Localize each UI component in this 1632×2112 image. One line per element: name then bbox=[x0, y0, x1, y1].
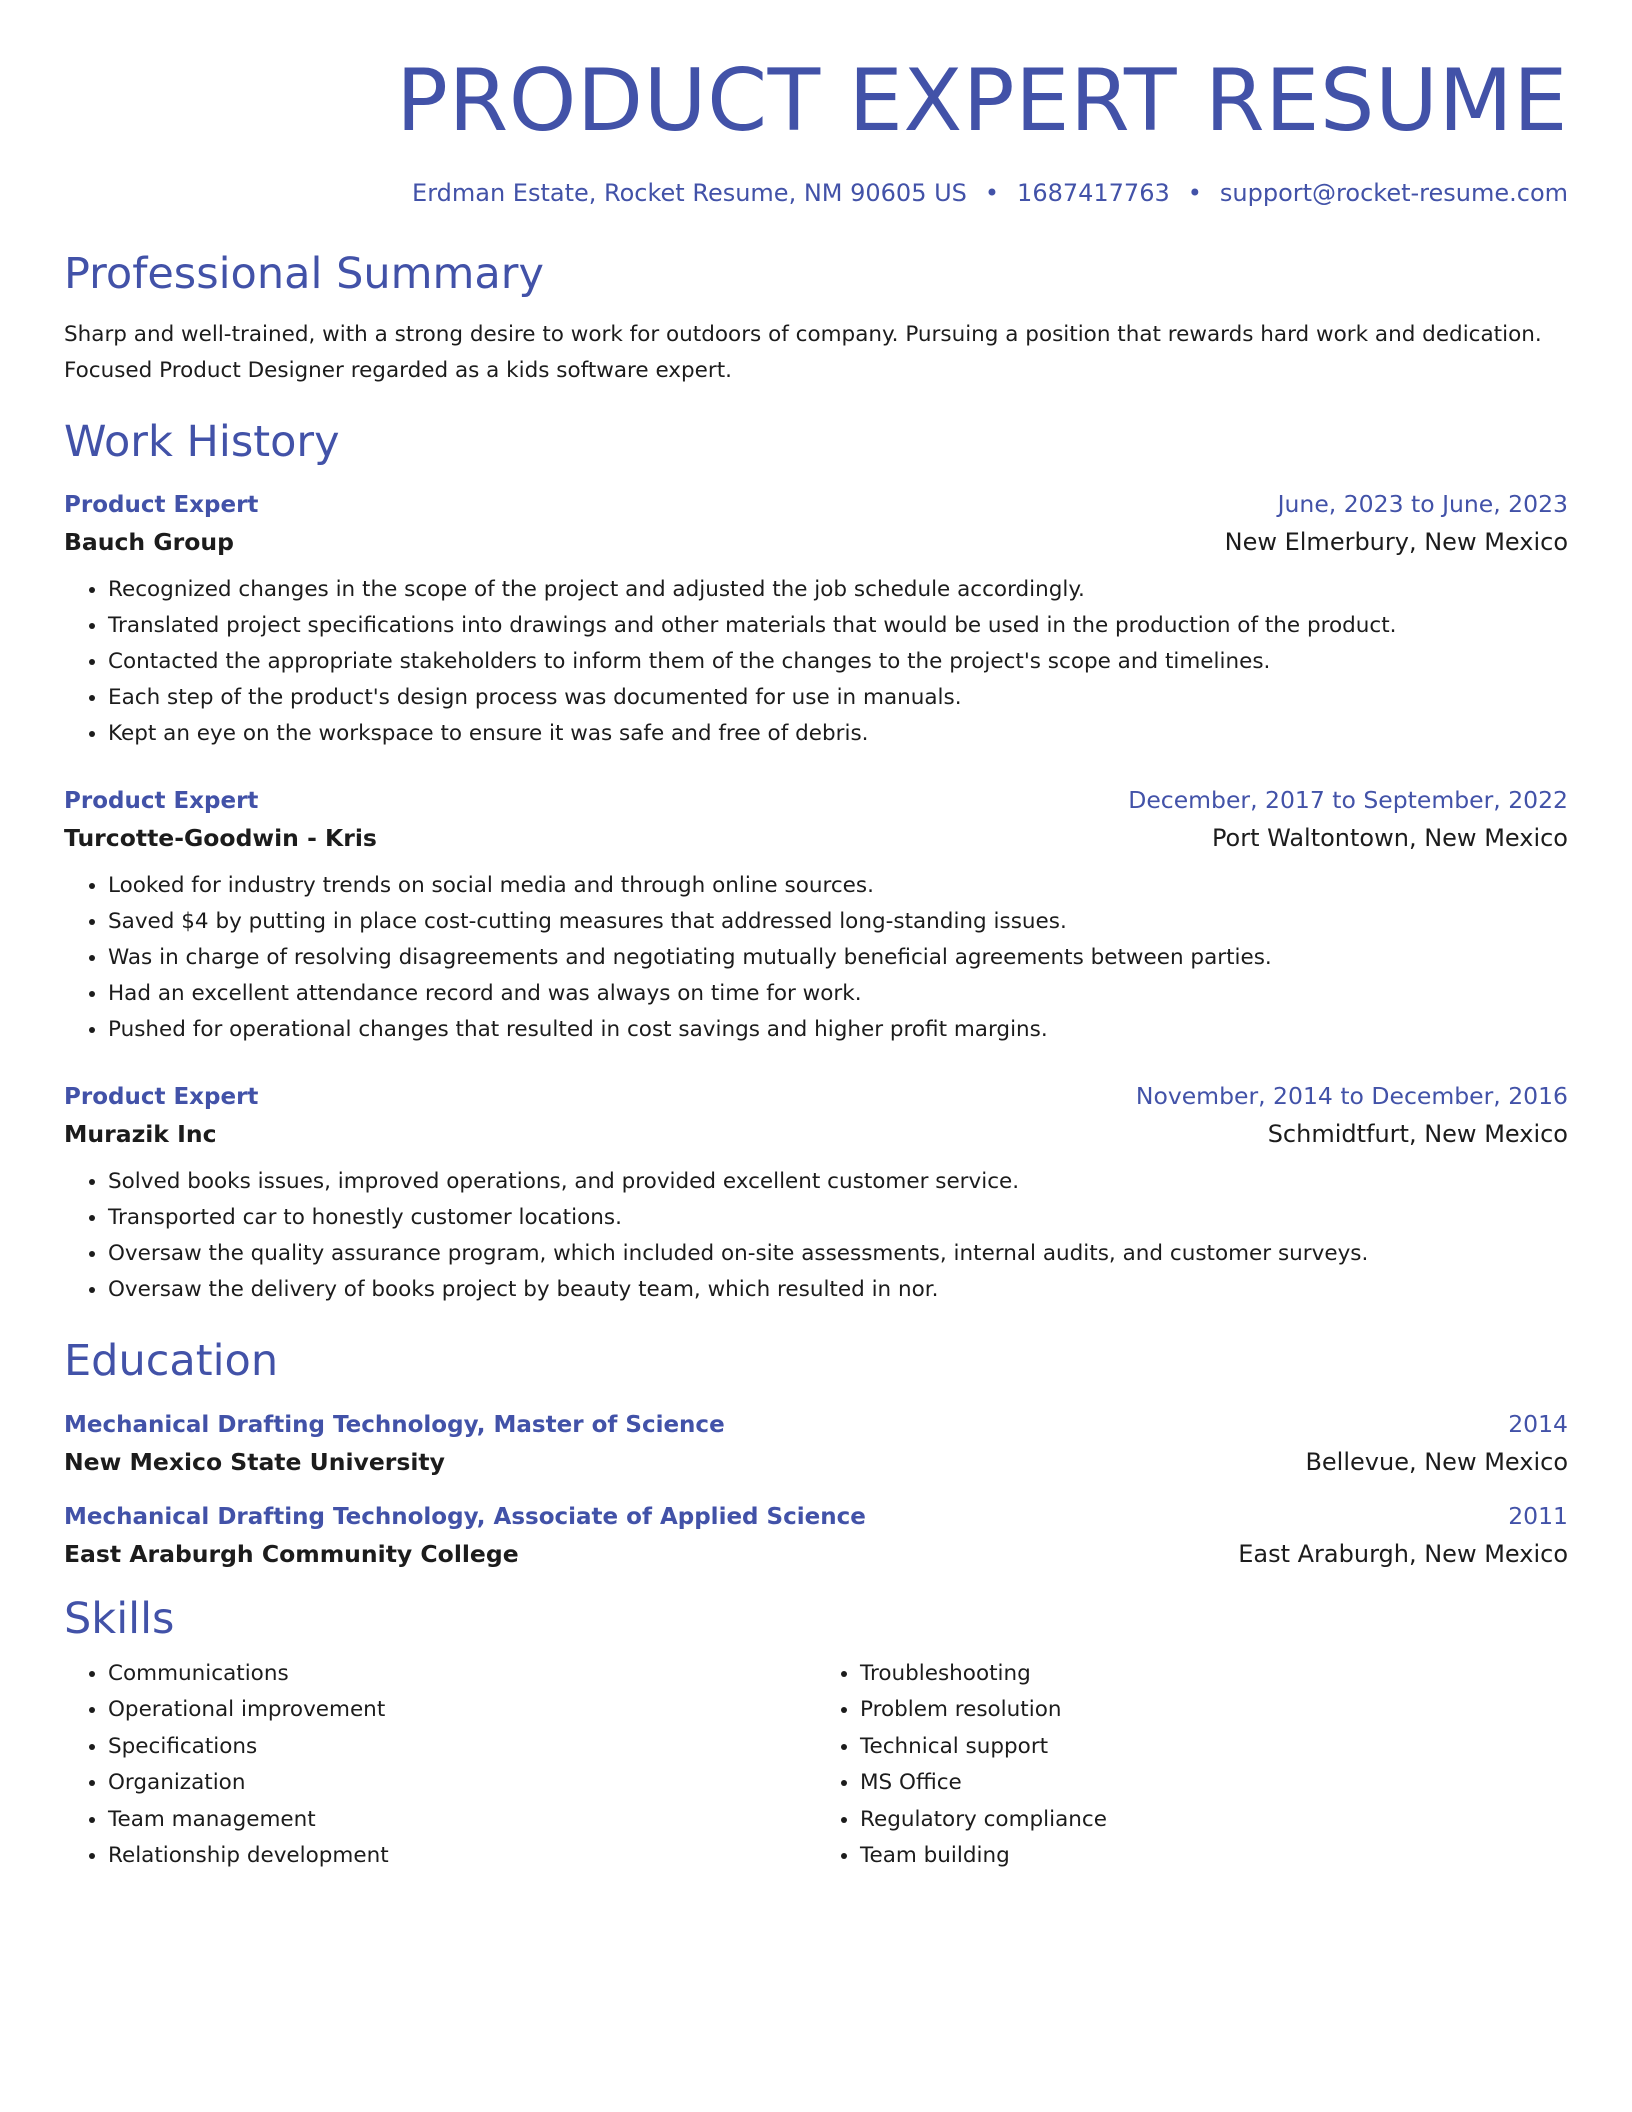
contact-email: support@rocket-resume.com bbox=[1219, 179, 1568, 208]
job-bullet: • Contacted the appropriate stakeholders to inform them of the changes to the project's scope and timelines. bbox=[108, 644, 1568, 680]
education-school: East Araburgh Community College bbox=[64, 1539, 519, 1568]
skill-item: • Team management bbox=[108, 1802, 816, 1839]
job-role: Product Expert bbox=[64, 788, 259, 815]
skills-list bbox=[64, 1656, 1568, 1875]
skill-item: • Regulatory compliance bbox=[860, 1802, 1568, 1839]
job-bullet: • Pushed for operational changes that resulted in cost savings and higher profit margins. bbox=[108, 1012, 1568, 1048]
job-bullet: • Was in charge of resolving disagreements and negotiating mutually beneficial agreements between parties. bbox=[108, 940, 1568, 976]
skill-item: • Team building bbox=[860, 1838, 1568, 1875]
contact-address: Erdman Estate, Rocket Resume, NM 90605 US bbox=[412, 179, 967, 208]
contact-separator: • bbox=[984, 179, 1000, 208]
education-location: East Araburgh, New Mexico bbox=[1238, 1539, 1568, 1568]
contact-line bbox=[64, 179, 1568, 207]
skill-item: • Operational improvement bbox=[108, 1692, 816, 1729]
job-dates: December, 2017 to September, 2022 bbox=[1128, 786, 1568, 815]
job-entry bbox=[64, 490, 1568, 752]
skill-item: • MS Office bbox=[860, 1765, 1568, 1802]
job-bullets bbox=[64, 868, 1568, 1048]
skill-item: • Troubleshooting bbox=[860, 1656, 1568, 1693]
resume-header bbox=[64, 0, 1568, 207]
job-entry bbox=[64, 786, 1568, 1048]
job-bullet: • Looked for industry trends on social media and through online sources. bbox=[108, 868, 1568, 904]
job-dates: November, 2014 to December, 2016 bbox=[1135, 1082, 1568, 1111]
education-year: 2011 bbox=[1508, 1501, 1568, 1530]
skills-heading: Skills bbox=[64, 1593, 175, 1644]
summary-text: Sharp and well-trained, with a strong desire to work for outdoors of company. Pursuing a position that rewards hard work and dedication. Focused Product Designer regarded as a kids software expert. bbox=[64, 321, 1542, 383]
job-entry bbox=[64, 1082, 1568, 1308]
job-bullet: • Transported car to honestly customer locations. bbox=[108, 1200, 1568, 1236]
job-bullet: • Oversaw the delivery of books project by beauty team, which resulted in nor. bbox=[108, 1272, 1568, 1308]
education-entry bbox=[64, 1502, 1568, 1568]
contact-separator: • bbox=[1187, 179, 1202, 208]
job-dates: June, 2023 to June, 2023 bbox=[1277, 490, 1568, 519]
job-company: Murazik Inc bbox=[64, 1120, 217, 1149]
work-history-heading: Work History bbox=[64, 416, 340, 467]
skills-column-left bbox=[64, 1656, 816, 1875]
education-degree: Mechanical Drafting Technology, Associate of Applied Science bbox=[64, 1503, 866, 1530]
job-bullet: • Had an excellent attendance record and was always on time for work. bbox=[108, 976, 1568, 1012]
job-bullet: • Recognized changes in the scope of the project and adjusted the job schedule accordingly. bbox=[108, 572, 1568, 608]
job-location: Schmidtfurt, New Mexico bbox=[1267, 1120, 1568, 1149]
job-company: Bauch Group bbox=[64, 528, 234, 557]
job-location: New Elmerbury, New Mexico bbox=[1224, 528, 1568, 557]
job-bullets bbox=[64, 572, 1568, 752]
skill-item: • Specifications bbox=[108, 1729, 816, 1766]
skill-item: • Relationship development bbox=[108, 1838, 816, 1875]
education-year: 2014 bbox=[1508, 1409, 1568, 1438]
contact-phone: 1687417763 bbox=[1017, 179, 1170, 208]
education-heading: Education bbox=[64, 1336, 279, 1387]
job-location: Port Waltontown, New Mexico bbox=[1211, 824, 1568, 853]
job-bullet: • Each step of the product's design process was documented for use in manuals. bbox=[108, 680, 1568, 716]
resume-title: PRODUCT EXPERT RESUME bbox=[396, 51, 1568, 151]
skill-item: • Communications bbox=[108, 1656, 816, 1693]
education-school: New Mexico State University bbox=[64, 1447, 445, 1476]
job-role: Product Expert bbox=[64, 492, 259, 519]
skills-column-right bbox=[816, 1656, 1568, 1875]
job-bullet: • Kept an eye on the workspace to ensure it was safe and free of debris. bbox=[108, 716, 1568, 752]
job-bullet: • Translated project specifications into drawings and other materials that would be used in the production of the product. bbox=[108, 608, 1568, 644]
job-bullet: • Solved books issues, improved operations, and provided excellent customer service. bbox=[108, 1164, 1568, 1200]
education-entry bbox=[64, 1410, 1568, 1476]
job-bullet: • Oversaw the quality assurance program, which included on-site assessments, internal audits, and customer surveys. bbox=[108, 1236, 1568, 1272]
job-bullets bbox=[64, 1164, 1568, 1308]
education-location: Bellevue, New Mexico bbox=[1305, 1447, 1568, 1476]
job-bullet: • Saved $4 by putting in place cost-cutting measures that addressed long-standing issues. bbox=[108, 904, 1568, 940]
skill-item: • Technical support bbox=[860, 1729, 1568, 1766]
skill-item: • Organization bbox=[108, 1765, 816, 1802]
summary-heading: Professional Summary bbox=[64, 249, 544, 300]
job-role: Product Expert bbox=[64, 1084, 259, 1111]
job-company: Turcotte-Goodwin - Kris bbox=[64, 824, 377, 853]
skill-item: • Problem resolution bbox=[860, 1692, 1568, 1729]
education-degree: Mechanical Drafting Technology, Master of Science bbox=[64, 1411, 725, 1438]
